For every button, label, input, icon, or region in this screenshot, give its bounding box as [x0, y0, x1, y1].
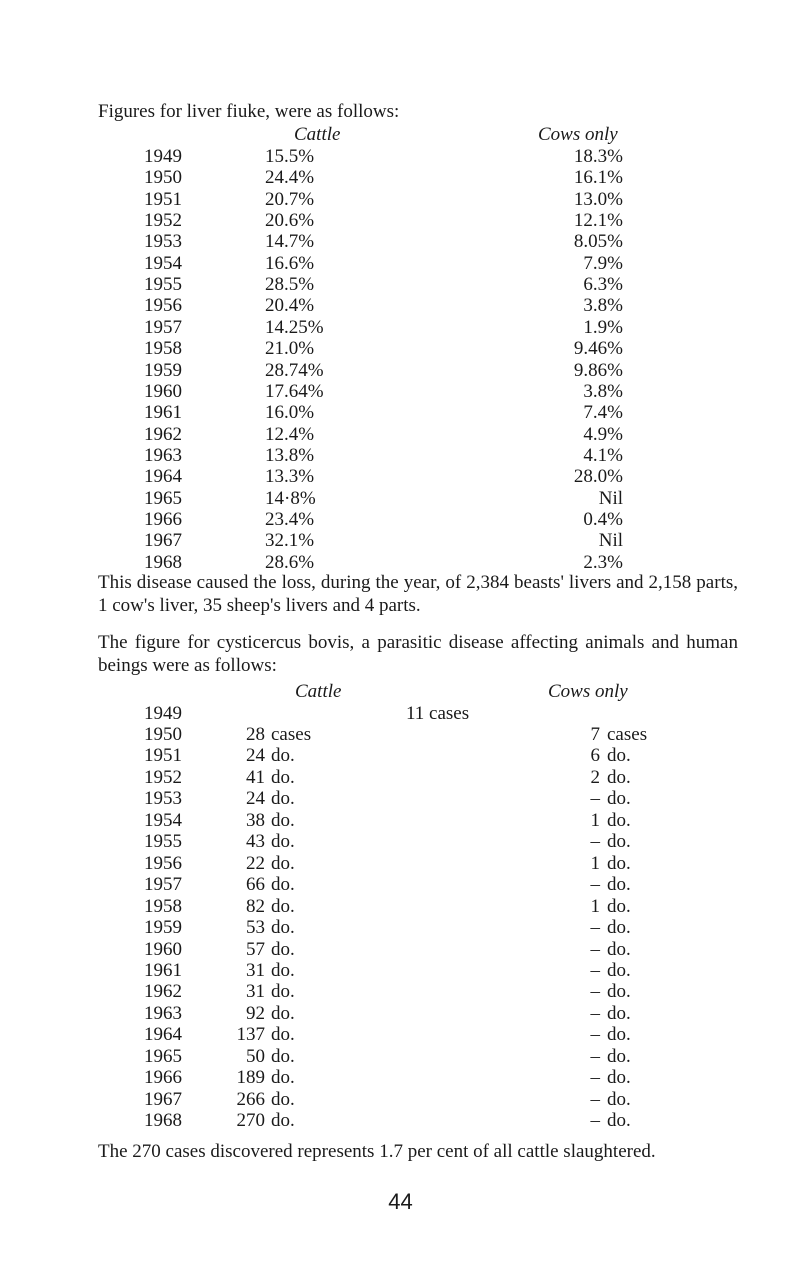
row-cattle-count: 50 [246, 1045, 265, 1067]
row-cattle-count: 189 [236, 1067, 265, 1089]
row-cows-value: 9.86% [573, 359, 623, 381]
row-cows-value: Nil [598, 487, 623, 509]
row-cattle-unit: do. [271, 981, 295, 1003]
row-cattle-count: 31 [246, 981, 265, 1003]
row-cows-unit: do. [607, 1024, 631, 1046]
row-cattle-value: 13.8% [265, 444, 315, 466]
row-year: 1956 [144, 852, 182, 874]
row-cattle-value: 15.5% [265, 146, 315, 167]
row-cows-count: 1 [590, 809, 600, 831]
row-year: 1959 [144, 917, 182, 939]
table-row [0, 360, 801, 382]
row-year: 1967 [144, 530, 182, 552]
row-year: 1958 [144, 338, 182, 360]
row-year: 1957 [144, 874, 182, 896]
row-year: 1963 [144, 1002, 182, 1024]
row-cows-count: 1 [590, 852, 600, 874]
cysticercus-first-value: 11 cases [406, 703, 470, 724]
row-cattle-unit: do. [271, 788, 295, 810]
row-year: 1955 [144, 274, 182, 296]
row-year: 1963 [144, 444, 182, 466]
row-year: 1953 [144, 788, 182, 810]
row-year: 1956 [144, 295, 182, 317]
row-cattle-value: 14·8% [265, 487, 316, 509]
row-year: 1964 [144, 466, 182, 488]
row-cattle-count: 82 [246, 895, 265, 917]
table-row [0, 896, 801, 918]
cysticercus-intro: The figure for cysticercus bovis, a parasitic disease affecting animals and human beings were as follows: [98, 632, 738, 676]
table-row [0, 939, 801, 961]
row-cows-unit: do. [607, 745, 631, 767]
row-year: 1967 [144, 1088, 182, 1110]
row-cattle-value: 28.5% [265, 274, 315, 296]
row-cows-count: – [590, 1045, 600, 1067]
row-cows-unit: do. [607, 1045, 631, 1067]
row-year: 1953 [144, 231, 182, 253]
table-row [0, 831, 801, 853]
row-cows-count: – [590, 959, 600, 981]
table-row [0, 1089, 801, 1111]
row-year: 1964 [144, 1024, 182, 1046]
row-year: 1965 [144, 487, 182, 509]
row-year: 1952 [144, 766, 182, 788]
row-cows-value: 3.8% [583, 380, 623, 402]
row-cattle-count: 92 [246, 1002, 265, 1024]
row-cattle-value: 21.0% [265, 338, 315, 360]
table-row [0, 1046, 801, 1068]
table-row [0, 788, 801, 810]
table-row [0, 146, 801, 168]
row-cattle-value: 13.3% [265, 466, 315, 488]
liver-fluke-summary: This disease caused the loss, during the year, of 2,384 beasts' livers and 2,158 parts, 1 cow's liver, 35 sheep's livers and 4 parts. [98, 572, 738, 616]
table-row [0, 874, 801, 896]
row-cows-unit: do. [607, 981, 631, 1003]
row-cows-count: 7 [590, 724, 600, 745]
table-row [0, 488, 801, 510]
row-cows-value: 0.4% [583, 508, 623, 530]
row-year: 1966 [144, 1067, 182, 1089]
table-row [0, 745, 801, 767]
row-cows-value: 12.1% [573, 210, 623, 232]
table-row [0, 424, 801, 446]
row-cows-count: – [590, 1110, 600, 1132]
row-cows-count: – [590, 1002, 600, 1024]
table-row [0, 509, 801, 531]
table-row [0, 767, 801, 789]
table-row [0, 1003, 801, 1025]
cysticercus-first-year: 1949 [144, 703, 182, 724]
table-row [0, 1067, 801, 1089]
row-year: 1950 [144, 724, 182, 745]
row-cattle-unit: do. [271, 917, 295, 939]
row-year: 1958 [144, 895, 182, 917]
row-year: 1968 [144, 1110, 182, 1132]
row-year: 1955 [144, 831, 182, 853]
row-cattle-value: 17.64% [265, 380, 324, 402]
row-cattle-unit: do. [271, 938, 295, 960]
row-year: 1949 [144, 146, 182, 167]
row-cows-unit: cases [607, 724, 648, 745]
table-row [0, 981, 801, 1003]
row-cows-value: 1.9% [583, 316, 623, 338]
row-cattle-value: 12.4% [265, 423, 315, 445]
row-cows-value: 4.9% [583, 423, 623, 445]
row-cattle-unit: do. [271, 1067, 295, 1089]
table-row [0, 189, 801, 211]
row-cows-value: 18.3% [573, 146, 623, 167]
table-row [0, 338, 801, 360]
table-row [0, 853, 801, 875]
row-cattle-count: 53 [246, 917, 265, 939]
table-row [0, 445, 801, 467]
row-cows-unit: do. [607, 895, 631, 917]
table-row [0, 295, 801, 317]
row-year: 1962 [144, 423, 182, 445]
table-row [0, 381, 801, 403]
page-number: 44 [388, 1189, 413, 1214]
row-cows-count: – [590, 981, 600, 1003]
row-cows-count: – [590, 831, 600, 853]
row-cattle-unit: do. [271, 766, 295, 788]
row-cows-unit: do. [607, 766, 631, 788]
row-cows-value: 7.4% [583, 402, 623, 424]
table-row [0, 810, 801, 832]
row-cows-unit: do. [607, 959, 631, 981]
row-cattle-count: 22 [246, 852, 265, 874]
row-cattle-unit: do. [271, 895, 295, 917]
table-row [0, 402, 801, 424]
row-cattle-count: 57 [246, 938, 265, 960]
cysticercus-col-cattle: Cattle [295, 681, 342, 702]
table-row [0, 917, 801, 939]
table-row [0, 466, 801, 488]
row-cows-value: 6.3% [583, 274, 623, 296]
table-row [0, 960, 801, 982]
row-year: 1951 [144, 745, 182, 767]
row-cows-value: 9.46% [573, 338, 623, 360]
liver-fluke-col-cattle: Cattle [294, 124, 341, 145]
table-row [0, 530, 801, 552]
row-year: 1954 [144, 809, 182, 831]
row-cattle-unit: cases [271, 724, 312, 745]
row-cattle-unit: do. [271, 1002, 295, 1024]
table-row [0, 317, 801, 339]
row-cows-count: – [590, 874, 600, 896]
row-cattle-value: 23.4% [265, 508, 315, 530]
row-year: 1962 [144, 981, 182, 1003]
row-cattle-unit: do. [271, 1110, 295, 1132]
row-cows-unit: do. [607, 809, 631, 831]
table-row [0, 274, 801, 296]
row-cattle-count: 28 [246, 724, 265, 745]
row-cattle-count: 270 [236, 1110, 265, 1132]
row-cattle-count: 137 [236, 1024, 265, 1046]
row-year: 1968 [144, 551, 182, 573]
row-cows-count: 2 [590, 766, 600, 788]
liver-fluke-col-cows: Cows only [538, 124, 618, 145]
row-cattle-unit: do. [271, 959, 295, 981]
row-cows-unit: do. [607, 917, 631, 939]
table-row [0, 1024, 801, 1046]
row-year: 1961 [144, 402, 182, 424]
cysticercus-summary: The 270 cases discovered represents 1.7 per cent of all cattle slaughtered. [98, 1141, 656, 1162]
row-cows-count: 1 [590, 895, 600, 917]
table-row [0, 167, 801, 189]
row-year: 1954 [144, 252, 182, 274]
row-cattle-value: 20.4% [265, 295, 315, 317]
row-cattle-value: 28.74% [265, 359, 324, 381]
row-cows-value: 13.0% [573, 188, 623, 210]
row-year: 1959 [144, 359, 182, 381]
row-cattle-value: 20.6% [265, 210, 315, 232]
row-year: 1961 [144, 959, 182, 981]
row-cows-unit: do. [607, 938, 631, 960]
row-cattle-count: 24 [246, 745, 265, 767]
row-cows-value: Nil [598, 530, 623, 552]
row-cattle-count: 41 [246, 766, 265, 788]
row-year: 1960 [144, 380, 182, 402]
row-cows-count: – [590, 938, 600, 960]
row-cows-value: 3.8% [583, 295, 623, 317]
row-cattle-count: 266 [236, 1088, 265, 1110]
row-cattle-unit: do. [271, 831, 295, 853]
row-cattle-count: 31 [246, 959, 265, 981]
row-cattle-unit: do. [271, 809, 295, 831]
row-cattle-count: 24 [246, 788, 265, 810]
row-cattle-count: 43 [246, 831, 265, 853]
row-cattle-value: 16.6% [265, 252, 315, 274]
row-cows-unit: do. [607, 852, 631, 874]
cysticercus-col-cows: Cows only [548, 681, 628, 702]
row-year: 1950 [144, 167, 182, 189]
row-year: 1966 [144, 508, 182, 530]
table-row [0, 724, 801, 746]
row-cows-value: 7.9% [583, 252, 623, 274]
row-cows-value: 2.3% [583, 551, 623, 573]
row-cattle-value: 28.6% [265, 551, 315, 573]
table-row [0, 1110, 801, 1132]
row-cows-unit: do. [607, 1088, 631, 1110]
row-cattle-unit: do. [271, 1045, 295, 1067]
row-cattle-value: 24.4% [265, 167, 315, 189]
row-cattle-value: 14.7% [265, 231, 315, 253]
row-cattle-count: 66 [246, 874, 265, 896]
row-cows-count: 6 [590, 745, 600, 767]
row-cows-unit: do. [607, 1002, 631, 1024]
row-cows-unit: do. [607, 1067, 631, 1089]
row-cattle-unit: do. [271, 1088, 295, 1110]
row-cows-count: – [590, 917, 600, 939]
row-cattle-unit: do. [271, 874, 295, 896]
table-row [0, 210, 801, 232]
table-row [0, 253, 801, 275]
row-cattle-unit: do. [271, 852, 295, 874]
row-cows-value: 8.05% [573, 231, 623, 253]
row-year: 1951 [144, 188, 182, 210]
row-cows-count: – [590, 1088, 600, 1110]
row-cows-unit: do. [607, 874, 631, 896]
liver-fluke-intro: Figures for liver fiuke, were as follows: [98, 101, 400, 122]
row-cows-count: – [590, 1067, 600, 1089]
row-cows-count: – [590, 788, 600, 810]
row-year: 1957 [144, 316, 182, 338]
row-cattle-unit: do. [271, 745, 295, 767]
row-cattle-value: 32.1% [265, 530, 315, 552]
row-cattle-unit: do. [271, 1024, 295, 1046]
row-cows-value: 4.1% [583, 444, 623, 466]
row-cows-unit: do. [607, 788, 631, 810]
row-cows-value: 16.1% [573, 167, 623, 189]
table-row [0, 231, 801, 253]
row-cattle-value: 14.25% [265, 316, 324, 338]
row-cattle-count: 38 [246, 809, 265, 831]
row-cows-unit: do. [607, 831, 631, 853]
row-year: 1960 [144, 938, 182, 960]
row-cows-count: – [590, 1024, 600, 1046]
row-year: 1952 [144, 210, 182, 232]
row-year: 1965 [144, 1045, 182, 1067]
row-cattle-value: 20.7% [265, 188, 315, 210]
row-cows-unit: do. [607, 1110, 631, 1132]
row-cows-value: 28.0% [573, 466, 623, 488]
row-cattle-value: 16.0% [265, 402, 315, 424]
